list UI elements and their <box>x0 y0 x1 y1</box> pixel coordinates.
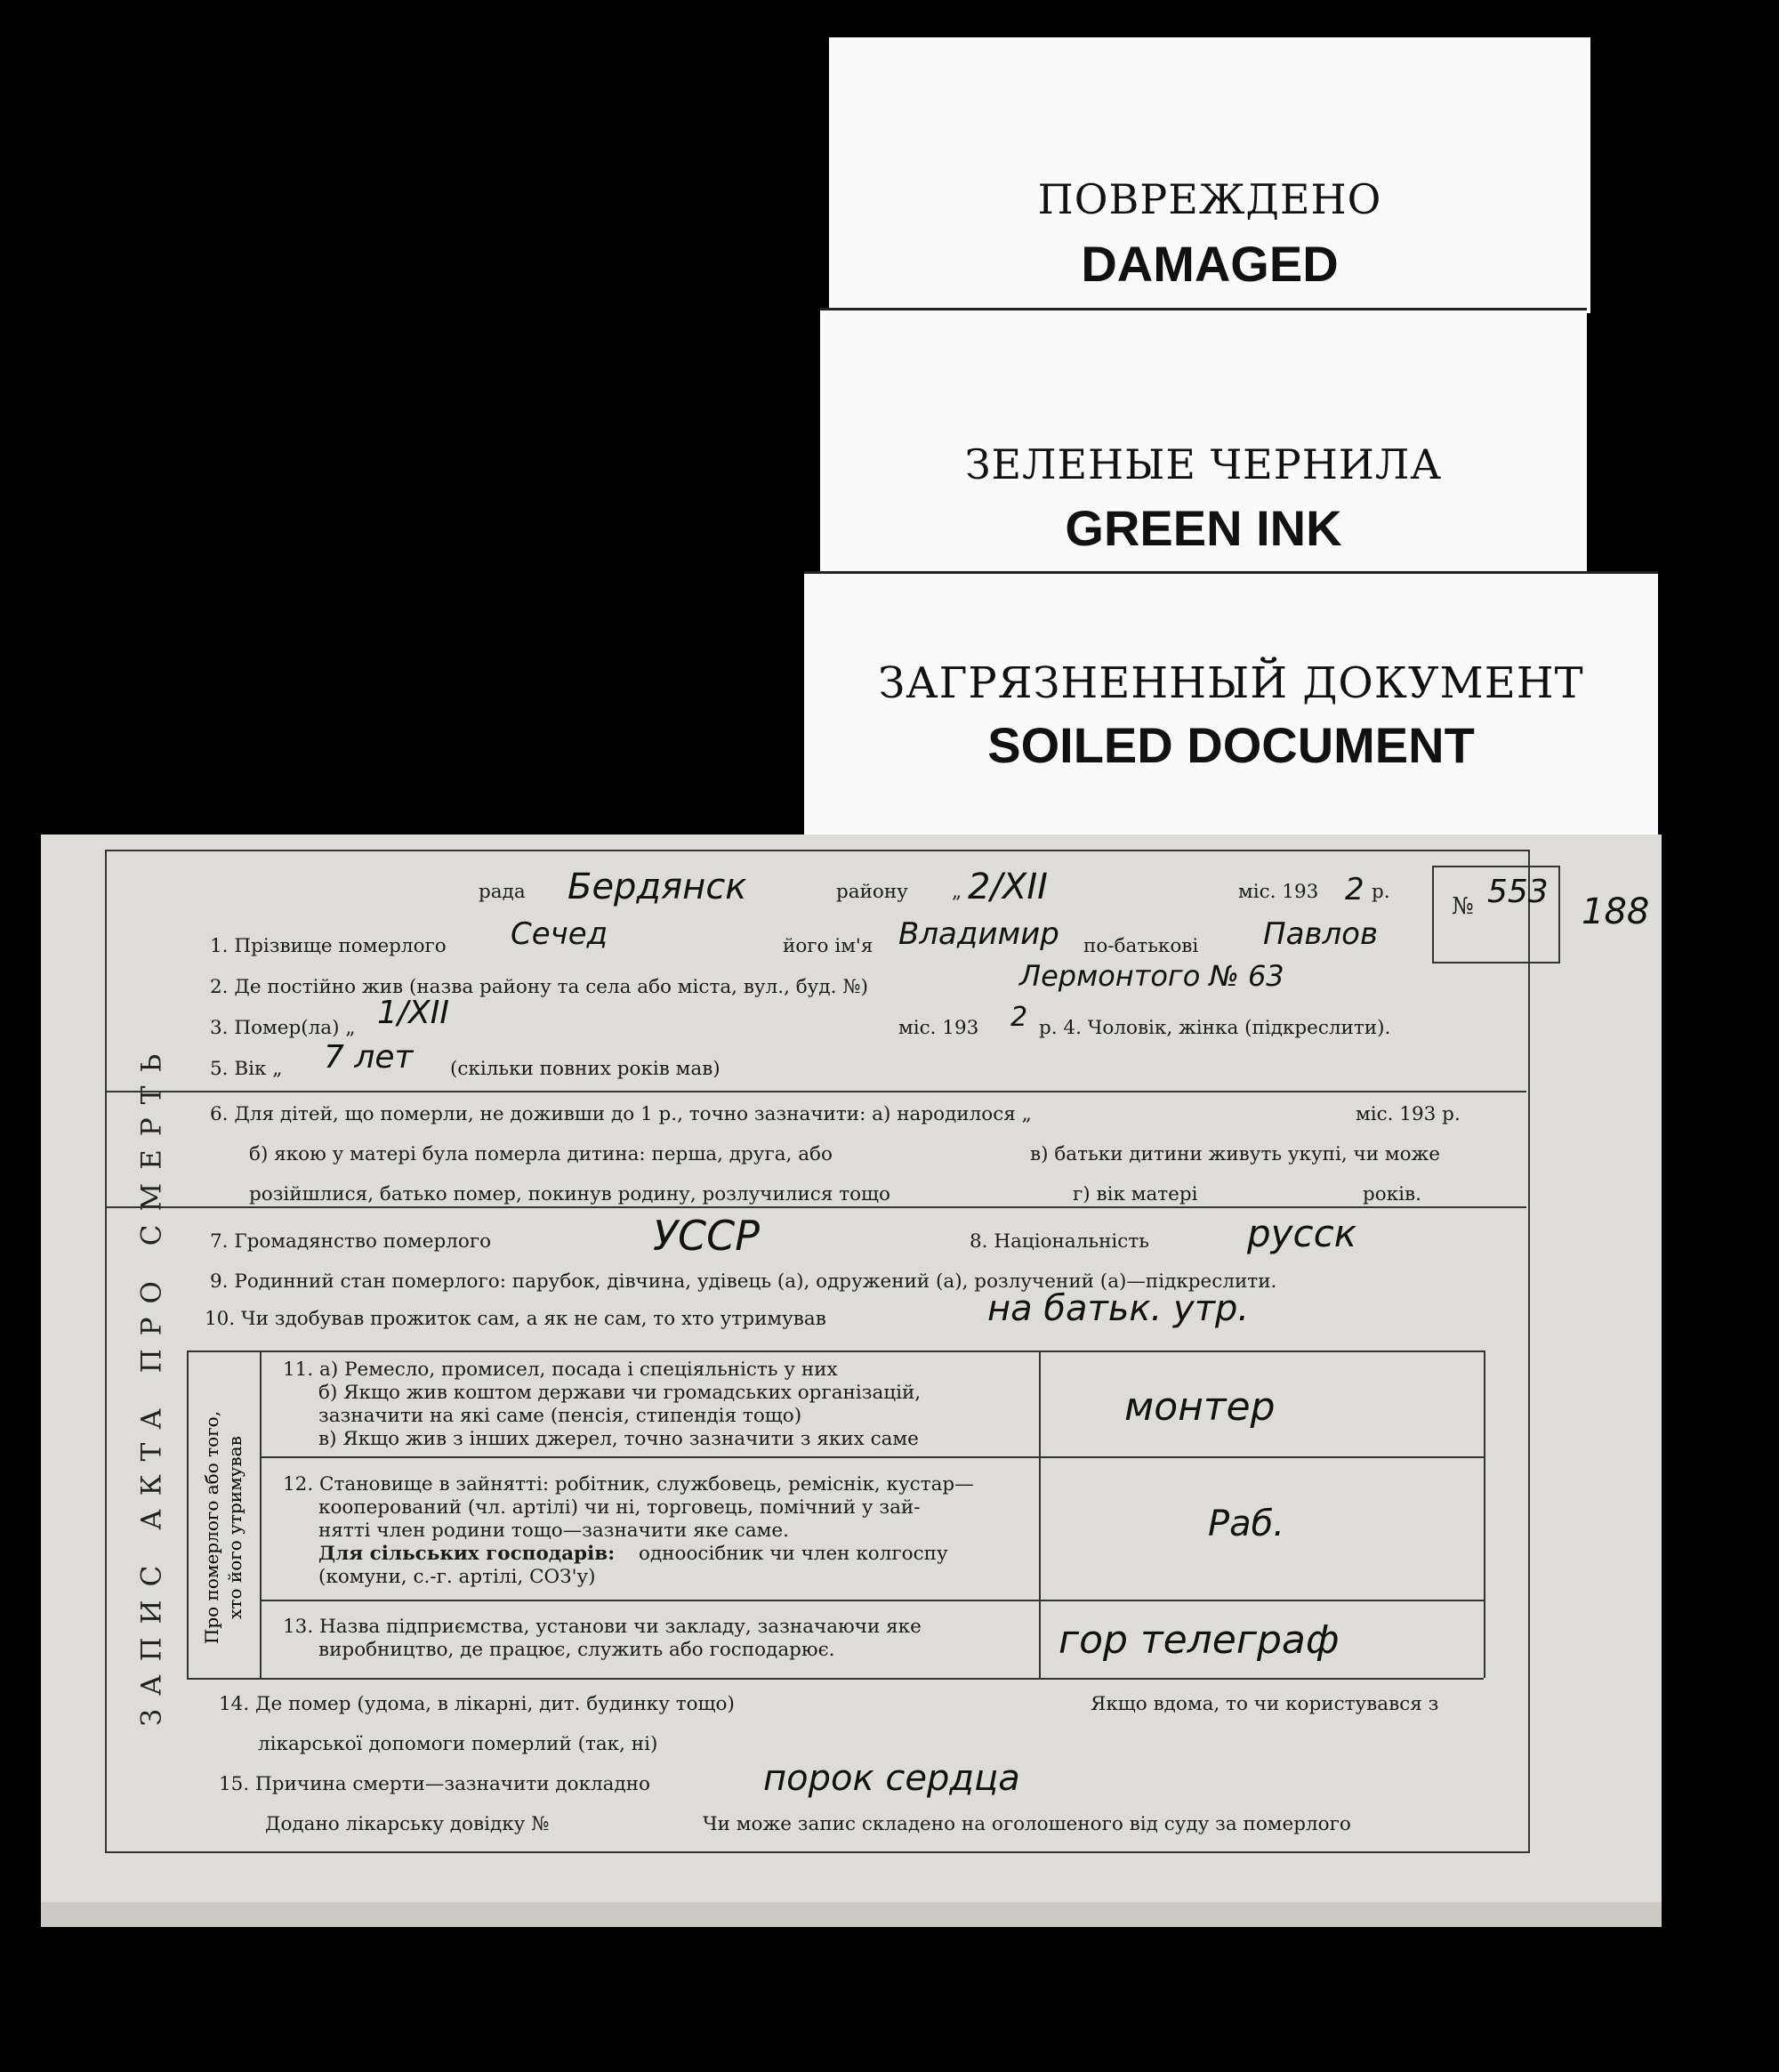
hw-position: Раб. <box>1208 1504 1285 1544</box>
q13-line2: виробництво, де працює, служить або господарює. <box>318 1639 835 1661</box>
q14-line1: 14. Де помер (удома, в лікарні, дит. будинку тощо) <box>219 1693 735 1715</box>
hw-record-number: 553 <box>1487 874 1549 910</box>
soiled-label-card <box>804 571 1658 841</box>
q11-line4: в) Якщо жив з інших джерел, точно зазначити з яких саме <box>318 1428 919 1450</box>
q14-line1-tail: Якщо вдома, то чи користувався з <box>1091 1693 1439 1715</box>
q6-line3-mid: г) вік матері <box>1073 1183 1198 1205</box>
q2-residence-label: 2. Де постійно жив (назва району та села або міста, вул., буд. №) <box>210 976 868 998</box>
record-number-label: № <box>1452 893 1474 920</box>
green-ink-label-card <box>820 308 1587 577</box>
hw-rada: Бердянск <box>568 867 747 907</box>
q3-month-label: міс. 193 <box>898 1017 979 1039</box>
q5-age-hint: (скільки повних років мав) <box>450 1058 720 1080</box>
separator-line <box>1484 1350 1485 1678</box>
q11-line1: 11. а) Ремесло, промисел, посада і спеціяльність у них <box>283 1358 838 1381</box>
q13-line1: 13. Назва підприємства, установи чи закладу, зазначаючи яке <box>283 1616 922 1638</box>
q12-line5: (комуни, с.-г. артілі, СОЗ'у) <box>318 1566 596 1588</box>
hw-supported-by: на батьк. утр. <box>987 1288 1250 1329</box>
separator-line <box>260 1350 262 1678</box>
soiled-ru-text: ЗАГРЯЗНЕННЫЙ ДОКУМЕНТ <box>878 658 1584 708</box>
damaged-en-text: DAMAGED <box>1081 236 1339 292</box>
header-month-label: міс. 193 <box>1238 881 1319 903</box>
q9-marital-label: 9. Родинний стан померлого: парубок, дівчина, удівець (а), одружений (а), розлучений (а)—підкреслити. <box>210 1270 1277 1293</box>
q12-line3: нятті член родини тощо—зазначити яке саме. <box>318 1520 789 1542</box>
hw-death-year-digit: 2 <box>1010 1002 1028 1033</box>
separator-line <box>105 1206 1526 1208</box>
q12-line2: кооперований (чл. артілі) чи ні, торговець, помічний у зай- <box>318 1496 921 1519</box>
hw-age: 7 лет <box>324 1039 414 1076</box>
hw-surname: Сечед <box>511 916 608 952</box>
separator-line <box>260 1600 1484 1601</box>
green-ink-ru-text: ЗЕЛЕНЫЕ ЧЕРНИЛА <box>964 440 1443 488</box>
q7-citizenship-label: 7. Громадянство померлого <box>210 1230 492 1253</box>
hw-cause: порок сердца <box>763 1758 1020 1799</box>
hw-workplace: гор телеграф <box>1059 1617 1340 1663</box>
hw-patronymic: Павлов <box>1263 916 1379 952</box>
q16-court-label: Чи може запис складено на оголошеного від суду за померлого <box>703 1813 1351 1835</box>
hw-occupation: монтер <box>1124 1384 1276 1430</box>
q1-name-label: його ім'я <box>783 935 873 957</box>
q6-line1-tail: міс. 193 р. <box>1356 1103 1461 1125</box>
q3-death-date-label: 3. Помер(ла) „ <box>210 1017 356 1039</box>
q12-line4-bold: Для сільських господарів: <box>318 1543 616 1565</box>
hw-death-date: 1/XII <box>377 995 449 1031</box>
q6-line2-tail: в) батьки дитини живуть укупі, чи може <box>1030 1143 1441 1165</box>
soiled-en-text: SOILED DOCUMENT <box>987 717 1475 773</box>
hw-citizenship: УССР <box>653 1212 761 1260</box>
header-rada-label: рада <box>479 881 526 903</box>
separator-line <box>187 1678 1484 1680</box>
hw-address: Лермонтого № 63 <box>1019 959 1284 993</box>
hw-first-name: Владимир <box>898 916 1059 952</box>
q10-support-label: 10. Чи здобував прожиток сам, а як не сам, то хто утримував <box>205 1308 826 1330</box>
separator-line <box>1039 1350 1041 1678</box>
q12-line1: 12. Становище в зайнятті: робітник, службовець, реміснік, кустар— <box>283 1473 974 1496</box>
form-side-title: ЗАПИС АКТА ПРО СМЕРТЬ <box>135 1040 167 1727</box>
q5-age-label: 5. Вік „ <box>210 1058 283 1080</box>
q14-line2: лікарської допомоги померлий (так, ні) <box>258 1733 658 1755</box>
header-quote: „ <box>952 881 962 903</box>
hw-margin-number: 188 <box>1582 891 1650 932</box>
q8-nationality-label: 8. Національність <box>970 1230 1149 1253</box>
header-year-suffix: р. <box>1372 881 1390 903</box>
q11-13-group-label: Про померлого або того, хто його утримував <box>201 1410 246 1645</box>
q16-certificate-label: Додано лікарську довідку № <box>265 1813 550 1835</box>
header-raion-label: району <box>836 881 908 903</box>
q1-surname-label: 1. Прізвище померлого <box>210 935 447 957</box>
hw-date: 2/XII <box>968 867 1048 907</box>
q4-sex-label: р. 4. Чоловік, жінка (підкреслити). <box>1039 1017 1391 1039</box>
separator-line <box>187 1350 1484 1352</box>
green-ink-en-text: GREEN INK <box>1065 500 1342 556</box>
hw-nationality: русск <box>1247 1212 1357 1255</box>
torn-paper-edge <box>41 1902 1662 1927</box>
separator-line <box>105 1091 1526 1092</box>
q12-line4: одноосібник чи член колгоспу <box>639 1543 948 1565</box>
q6-line2: б) якою у матері була померла дитина: перша, друга, або <box>249 1143 833 1165</box>
damaged-ru-text: ПОВРЕЖДЕНО <box>1037 175 1382 223</box>
q6-line1: 6. Для дітей, що померли, не доживши до 1 р., точно зазначити: а) народилося „ <box>210 1103 1032 1125</box>
q1-patronymic-label: по-батькові <box>1083 935 1199 957</box>
separator-line <box>260 1456 1484 1458</box>
hw-year-digit: 2 <box>1345 872 1364 907</box>
q6-line3-tail: років. <box>1363 1183 1421 1205</box>
damaged-label-card <box>829 37 1590 313</box>
q11-line2: б) Якщо жив коштом держави чи громадських організацій, <box>318 1382 922 1404</box>
q15-cause-label: 15. Причина смерти—зазначити докладно <box>219 1773 650 1795</box>
q11-line3: зазначити на які саме (пенсія, стипендія тощо) <box>318 1405 802 1427</box>
q6-line3: розійшлися, батько помер, покинув родину, розлучилися тощо <box>249 1183 890 1205</box>
